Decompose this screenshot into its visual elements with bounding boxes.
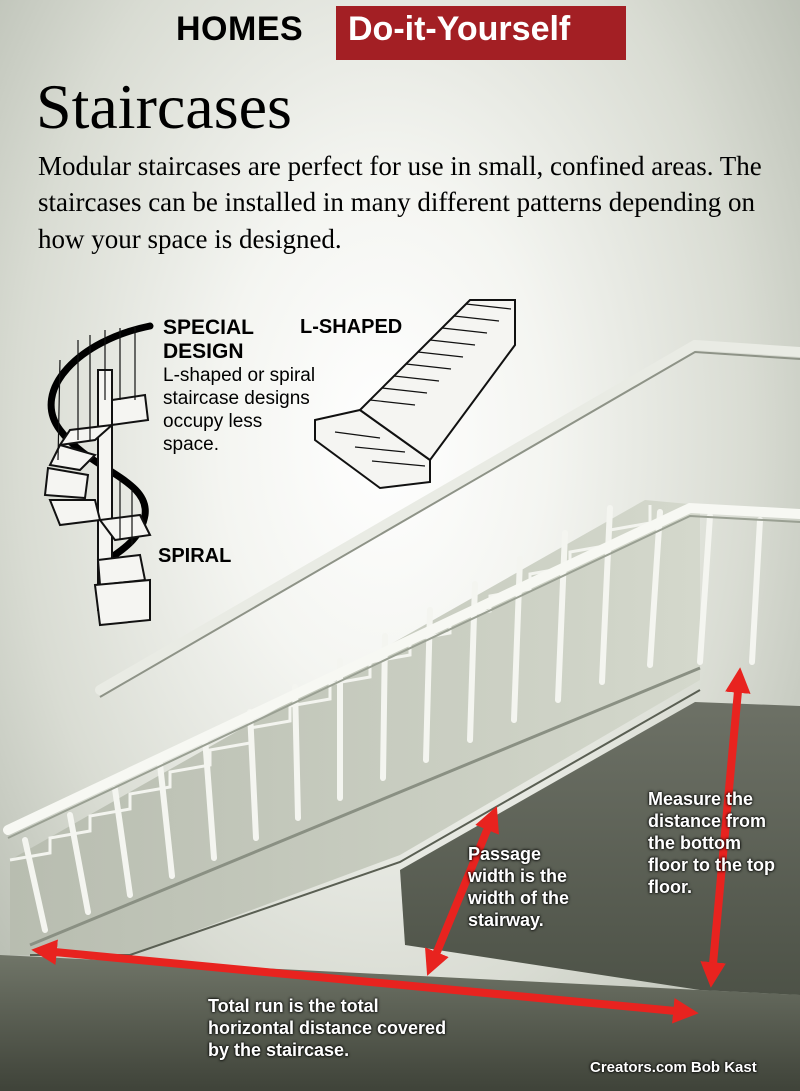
page-title: Staircases: [36, 71, 292, 142]
special-design-text: L-shaped or spiral staircase designs occupy less space.: [163, 365, 316, 455]
total-run-note: Total run is the total horizontal distance covered by the staircase.: [208, 996, 447, 1060]
spiral-label: SPIRAL: [158, 545, 232, 567]
section-label: HOMES: [176, 10, 304, 48]
passage-width-note: Passage width is the width of the stairway.: [468, 844, 569, 930]
measure-height-note: Measure the distance from the bottom floor to the top floor.: [648, 789, 775, 897]
special-design-title: SPECIAL DESIGN: [163, 316, 254, 363]
spiral-staircase-sketch: [45, 326, 150, 625]
credit-line: Creators.com Bob Kast: [590, 1059, 757, 1076]
l-shaped-label: L-SHAPED: [300, 316, 403, 338]
intro-text: Modular staircases are perfect for use in small, confined areas. The staircases can be installed in many different patterns depending on how your space is designed.: [38, 151, 762, 254]
tag-label: Do-it-Yourself: [348, 10, 571, 48]
